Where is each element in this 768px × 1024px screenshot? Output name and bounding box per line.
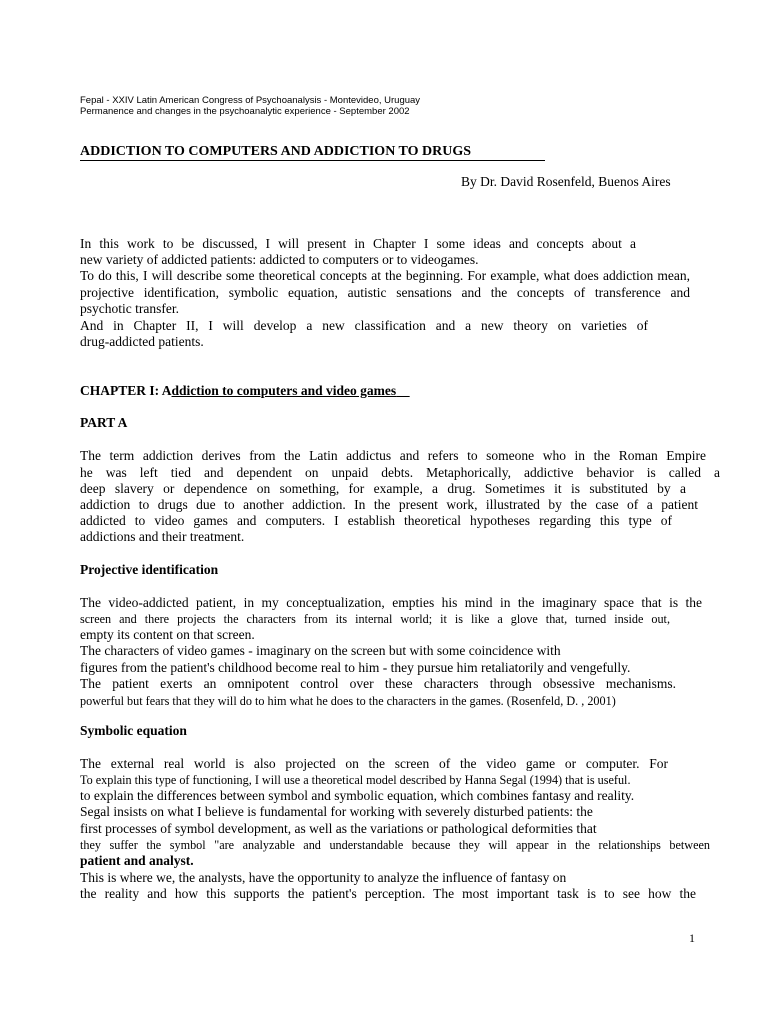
part-a-line: The term addiction derives from the Latin addictus and refers to someone who in the Roman Empire xyxy=(80,448,706,463)
section1-line: empty its content on that screen. xyxy=(80,627,255,642)
section1-line: figures from the patient's childhood become real to him - they pursue him retaliatorily and vengefully. xyxy=(80,660,631,675)
section2-line: they suffer the symbol "are analyzable and understandable because they will appear in the relationships between xyxy=(80,838,710,852)
section2-line: The external real world is also projected on the screen of the video game or computer. For xyxy=(80,756,668,771)
chapter-heading xyxy=(80,383,410,399)
intro-line: projective identification, symbolic equation, autistic sensations and the concepts of transference and xyxy=(80,285,690,300)
part-a-line: addiction to drugs due to another addiction. In the present work, illustrated by the case of a patient xyxy=(80,497,698,512)
page-number: 1 xyxy=(689,931,695,945)
header-line-1: Fepal - XXIV Latin American Congress of Psychoanalysis - Montevideo, Uruguay xyxy=(80,95,421,106)
header-line-2: Permanence and changes in the psychoanalytic experience - September 2002 xyxy=(80,106,410,117)
chapter-title: ddiction to computers and video games xyxy=(171,383,397,398)
intro-line: drug-addicted patients. xyxy=(80,334,204,349)
section1-line: The video-addicted patient, in my conceptualization, empties his mind in the imaginary space that is the xyxy=(80,595,702,610)
intro-line: new variety of addicted patients: addicted to computers or to videogames. xyxy=(80,252,479,267)
part-heading: PART A xyxy=(80,415,128,430)
document-title: ADDICTION TO COMPUTERS AND ADDICTION TO DRUGS xyxy=(80,144,545,161)
section-heading: Symbolic equation xyxy=(80,723,187,738)
section2-line: to explain the differences between symbol and symbolic equation, which combines fantasy and reality. xyxy=(80,788,635,803)
intro-line: psychotic transfer. xyxy=(80,301,179,316)
section1-line: The patient exerts an omnipotent control over these characters through obsessive mechanisms. xyxy=(80,676,676,691)
section2-line: To explain this type of functioning, I will use a theoretical model described by Hanna Segal (1994) that is useful. xyxy=(80,773,631,787)
section2-line: Segal insists on what I believe is fundamental for working with severely disturbed patients: the xyxy=(80,804,593,819)
part-a-line: addicted to video games and computers. I establish theoretical hypotheses regarding this type of xyxy=(80,513,672,528)
section2-line: the reality and how this supports the patient's perception. The most important task is to see how the xyxy=(80,886,696,901)
intro-line: To do this, I will describe some theoretical concepts at the beginning. For example, what does addiction mean, xyxy=(80,268,690,283)
section2-line: This is where we, the analysts, have the opportunity to analyze the influence of fantasy on xyxy=(80,870,567,885)
author-byline: By Dr. David Rosenfeld, Buenos Aires xyxy=(461,174,671,189)
chapter-prefix: CHAPTER I: A xyxy=(80,383,172,398)
part-a-line: he was left tied and dependent on unpaid debts. Metaphorically, addictive behavior is called a xyxy=(80,465,720,480)
part-a-line: deep slavery or dependence on something, for example, a drug. Sometimes it is substituted by a xyxy=(80,481,686,496)
intro-line: In this work to be discussed, I will present in Chapter I some ideas and concepts about a xyxy=(80,236,636,251)
section2-line: patient and analyst. xyxy=(80,853,194,868)
section1-line: powerful but fears that they will do to him what he does to the characters in the games. (Rosenfeld, D. , 2001) xyxy=(80,694,616,708)
section-heading: Projective identification xyxy=(80,562,219,577)
section1-line: screen and there projects the characters from its internal world; it is like a glove that, turned inside out, xyxy=(80,612,670,626)
section1-line: The characters of video games - imaginary on the screen but with some coincidence with xyxy=(80,643,561,658)
part-a-line: addictions and their treatment. xyxy=(80,529,245,544)
section2-line: first processes of symbol development, as well as the variations or pathological deformities that xyxy=(80,821,597,836)
intro-line: And in Chapter II, I will develop a new classification and a new theory on varieties of xyxy=(80,318,648,333)
conference-header xyxy=(80,95,420,117)
